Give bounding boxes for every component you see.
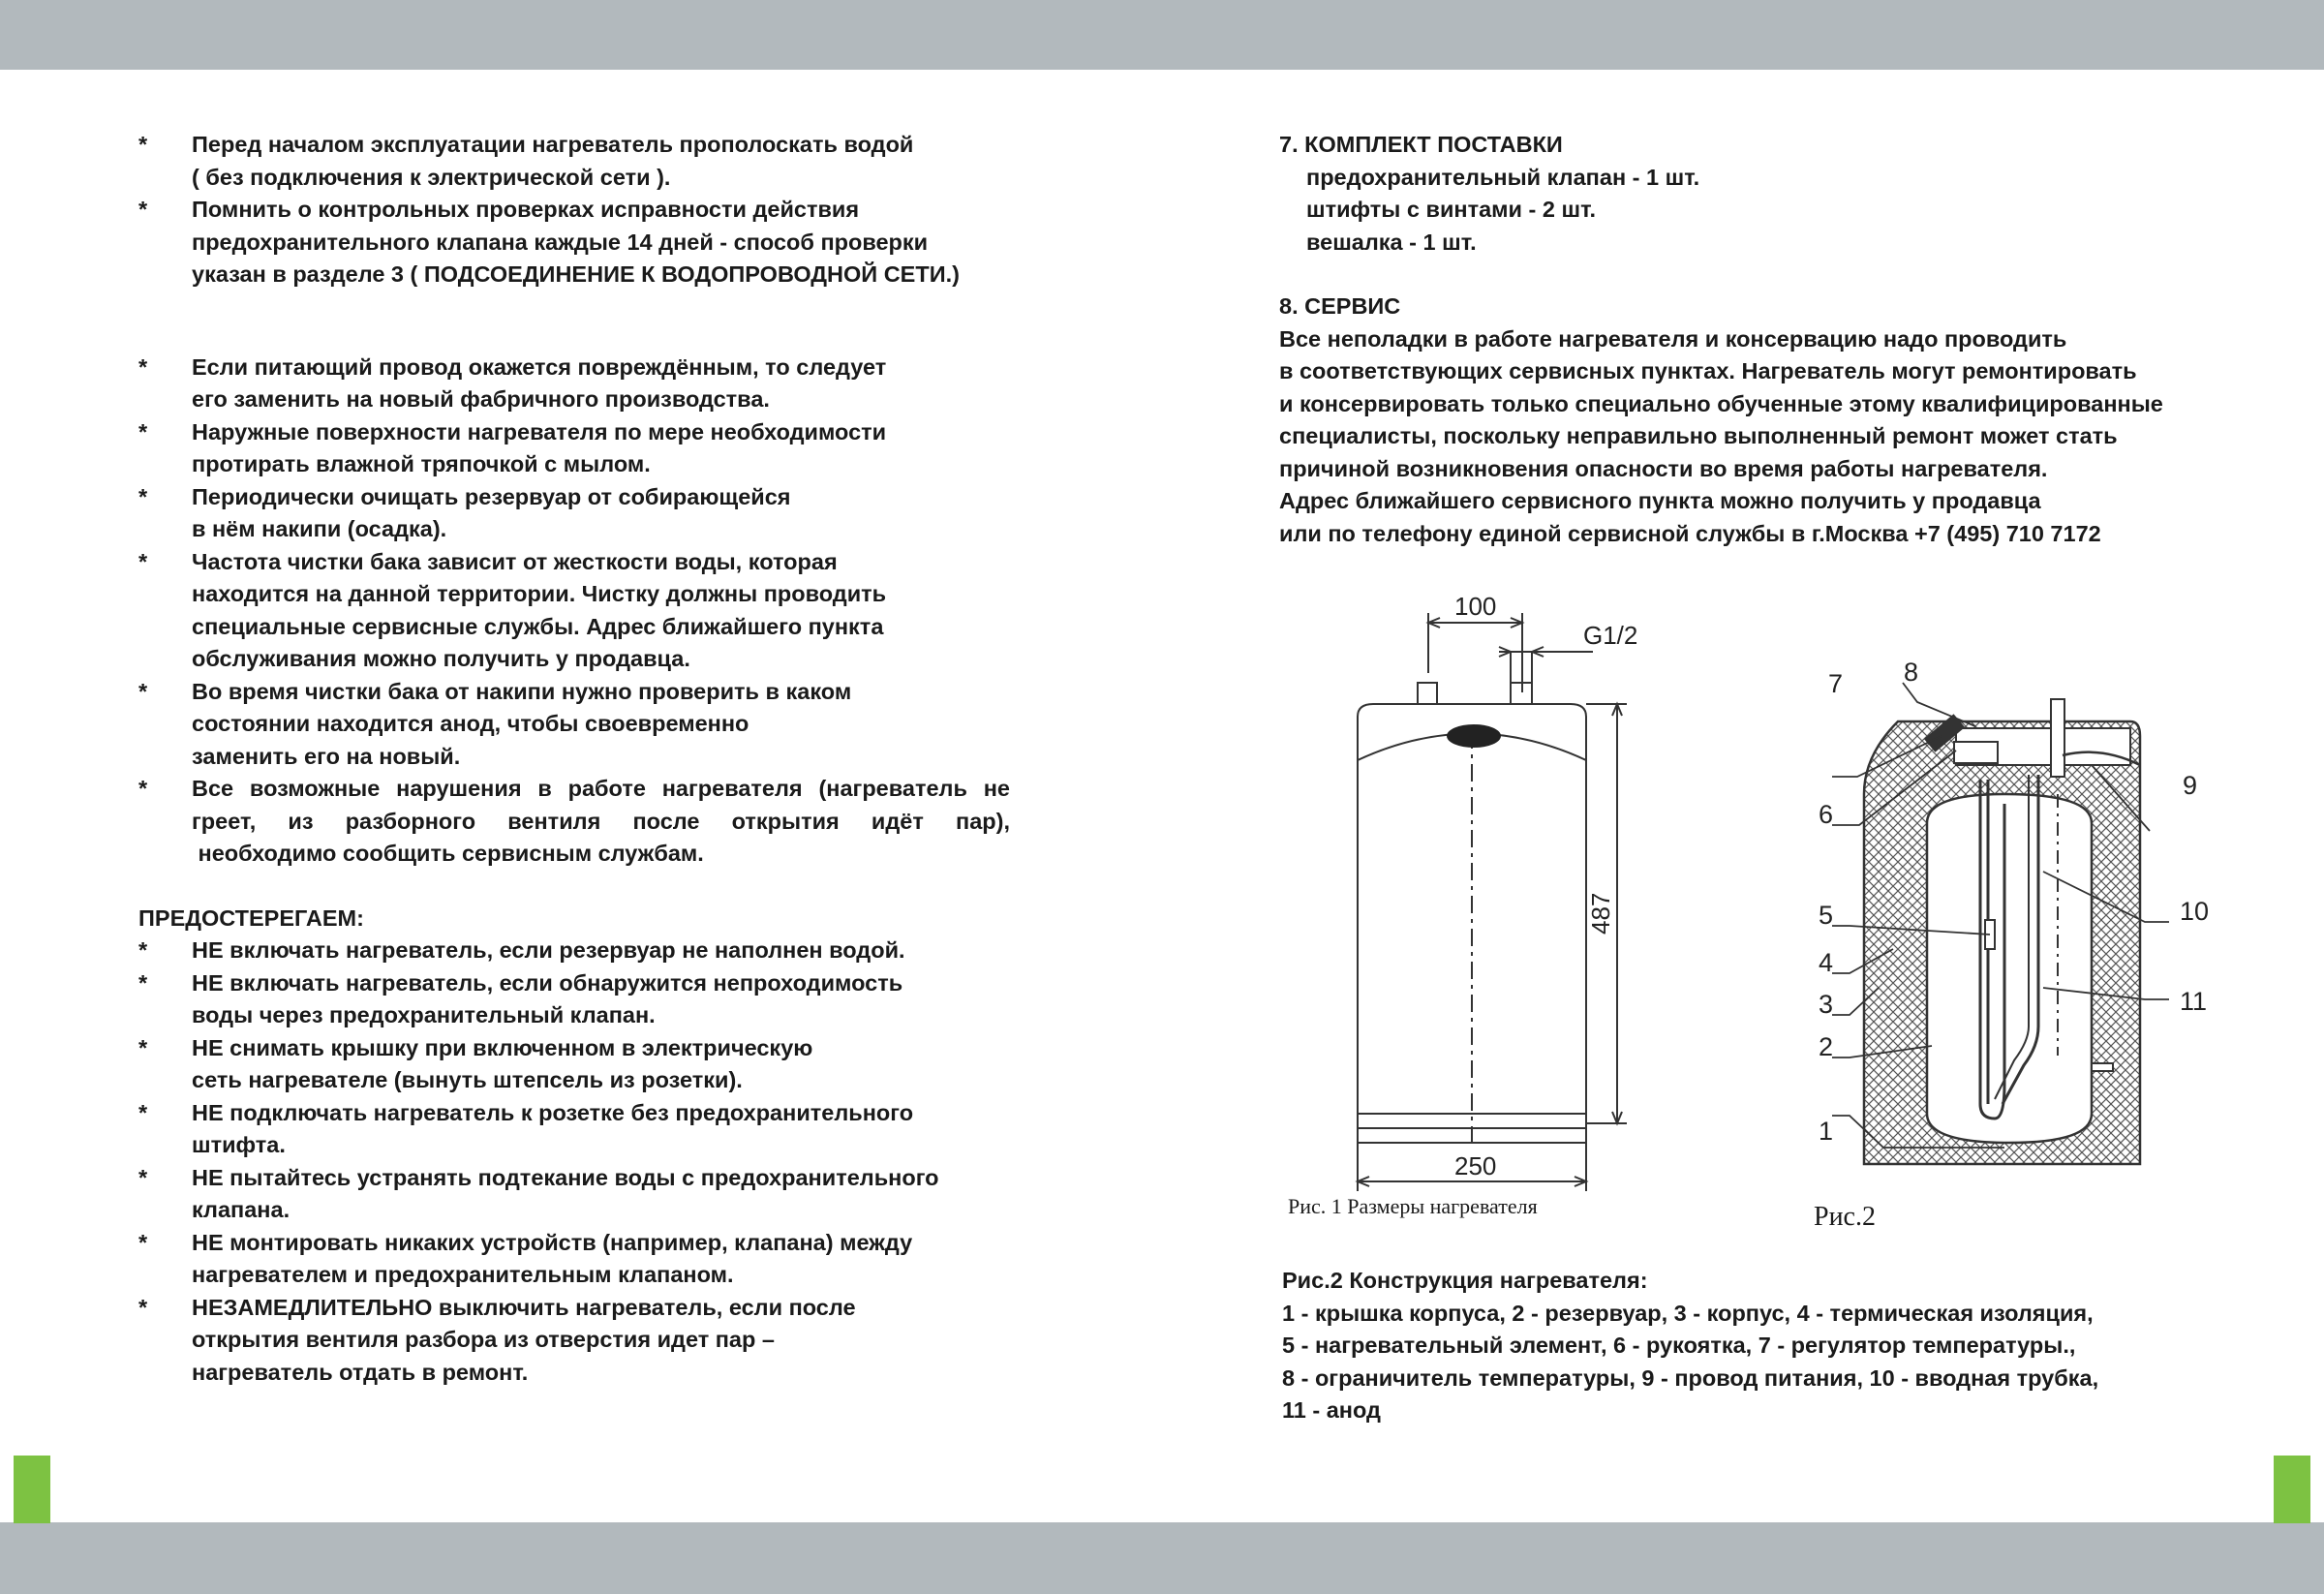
list-item (138, 967, 1010, 1032)
list-item-text: Периодически очищать резервуар от собирающейся в нём накипи (осадка). (192, 483, 791, 541)
warnings-heading: ПРЕДОСТЕРЕГАЕМ: (138, 904, 364, 931)
bullet-icon: * (138, 937, 148, 963)
callout-6: 6 (1819, 800, 1834, 829)
right-column (1279, 129, 2209, 550)
figure-2-caption: Рис.2 (1814, 1202, 1876, 1232)
list-item-text: Во время чистки бака от накипи нужно проверить в каком состоянии находится анод, чтобы своевременно заменить его на новый. (192, 678, 852, 769)
service-text: Все неполадки в работе нагревателя и консервацию надо проводить в соответствующих сервисных пунктах. Нагреватель могут ремонтировать и консервировать только специально обученные этому квалифицированные специалисты, поскольку неправильно выполненный ремонт может стать причиной возникновения опасности во время работы нагревателя. Адрес ближайшего сервисного пункта можно получить у продавца или по телефону единой сервисной службы в г.Москва +7 (495) 710 7172 (1279, 325, 2163, 546)
list-item (138, 676, 1010, 774)
bullet-icon: * (138, 678, 148, 704)
callout-3: 3 (1819, 990, 1834, 1019)
bullet-icon: * (138, 353, 148, 380)
legend-line: 1 - крышка корпуса, 2 - резервуар, 3 - корпус, 4 - термическая изоляция, (1282, 1300, 2094, 1326)
figure-2-legend (1282, 1265, 2250, 1427)
list-item (138, 481, 1010, 546)
list-item (138, 1032, 1010, 1097)
left-column (138, 129, 1010, 1389)
list-item-text: НЕ подключать нагреватель к розетке без предохранительного штифта. (192, 1099, 914, 1157)
figure-2-construction (1811, 658, 2210, 1191)
callout-7: 7 (1828, 669, 1844, 698)
list-item (138, 416, 1010, 481)
list-item-text: НЕ снимать крышку при включенном в электрическую сеть нагревателе (вынуть штепсель из розетки). (192, 1034, 813, 1092)
dim-height-label: 487 (1586, 892, 1615, 935)
kit-list (1279, 162, 2209, 260)
bottom-band (0, 1522, 2324, 1594)
justified-text: Все возможные нарушения в работе нагревателя (нагреватель не греет, из разборного вентиля после открытия идёт пар), (192, 776, 1010, 834)
list-item-text: Частота чистки бака зависит от жесткости воды, которая находится на данной территории. Чистку должны проводить специальные сервисные службы. Адрес ближайшего пункта обслуживания можно получить у продавца. (192, 548, 887, 671)
legend-line: 11 - анод (1282, 1397, 1381, 1423)
list-item-text: НЕ включать нагреватель, если резервуар не наполнен водой. (192, 937, 905, 963)
figure-1-dimensions (1327, 586, 1646, 1196)
callout-8: 8 (1904, 658, 1919, 687)
dim-pipe-label: G1/2 (1583, 621, 1638, 650)
legend-heading: Рис.2 Конструкция нагревателя: (1282, 1268, 1648, 1293)
service-heading: 8. СЕРВИС (1279, 293, 1401, 319)
list-item-text: Наружные поверхности нагревателя по мере необходимости протирать влажной тряпочкой с мылом. (192, 418, 887, 476)
bullet-icon: * (138, 132, 148, 157)
bullet-icon: * (138, 969, 148, 996)
kit-heading: 7. КОМПЛЕКТ ПОСТАВКИ (1279, 132, 1563, 157)
figure-1-caption: Рис. 1 Размеры нагревателя (1288, 1194, 1538, 1218)
list-item (138, 1162, 1010, 1227)
list-item-text: НЕ пытайтесь устранять подтекание воды с предохранительного клапана. (192, 1164, 939, 1222)
list-item (138, 1227, 1010, 1292)
list-item (138, 352, 1010, 416)
bullet-icon: * (138, 1229, 148, 1255)
list-item-text: Перед началом эксплуатации нагреватель прополоскать водой ( без подключения к электрической сети ). (192, 132, 914, 190)
callout-10: 10 (2180, 897, 2210, 926)
list-item-text: Помнить о контрольных проверках исправности действия предохранительного клапана каждые 14 дней - способ проверки указан в разделе 3 ( ПОДСОЕДИНЕНИЕ К ВОДОПРОВОДНОЙ СЕТИ.) (192, 197, 960, 287)
display-window (1447, 724, 1501, 748)
list-item (138, 935, 1010, 967)
bullet-icon: * (138, 1034, 148, 1060)
list-item (138, 1292, 1010, 1390)
bullet-icon: * (138, 1294, 148, 1320)
list-item: * Все возможные нарушения в работе нагревателя (нагреватель не греет, из разборного вентиля после открытия идёт пар), необходимо сообщить сервисным службам. (138, 773, 1010, 871)
callout-11: 11 (2180, 987, 2208, 1016)
list-item (138, 129, 1010, 194)
callout-2: 2 (1819, 1032, 1834, 1061)
warnings-list (138, 935, 1010, 1389)
list-item (138, 1097, 1010, 1162)
dim-top-label: 100 (1454, 592, 1497, 621)
list-item (138, 194, 1010, 291)
kit-item: вешалка - 1 шт. (1306, 229, 1477, 255)
dim-width-label: 250 (1454, 1151, 1497, 1180)
list-item-text: НЕЗАМЕДЛИТЕЛЬНО выключить нагреватель, если после открытия вентиля разбора из отверстия идет пар – нагреватель отдать в ремонт. (192, 1294, 856, 1385)
kit-item: штифты с винтами - 2 шт. (1306, 197, 1597, 222)
justified-text-tail: необходимо сообщить сервисным службам. (192, 841, 704, 866)
callout-9: 9 (2183, 771, 2198, 800)
instructions-group-1 (138, 129, 1010, 291)
callout-5: 5 (1819, 901, 1834, 930)
bullet-icon: * (138, 1099, 148, 1125)
top-band (0, 0, 2324, 70)
legend-line: 5 - нагревательный элемент, 6 - рукоятка, 7 - регулятор температуры., (1282, 1333, 2076, 1358)
kit-item: предохранительный клапан - 1 шт. (1306, 164, 1700, 190)
bullet-icon: * (138, 1164, 148, 1190)
bullet-icon: * (138, 483, 148, 509)
bullet-icon: * (138, 418, 148, 444)
callout-4: 4 (1819, 948, 1834, 977)
bullet-icon: * (138, 197, 148, 222)
bullet-icon: * (138, 548, 148, 574)
list-item (138, 546, 1010, 676)
left-page-tab (14, 1456, 50, 1523)
list-item-text: НЕ включать нагреватель, если обнаружится непроходимость воды через предохранительный клапан. (192, 969, 903, 1027)
callout-1: 1 (1819, 1117, 1834, 1146)
legend-line: 8 - ограничитель температуры, 9 - провод питания, 10 - вводная трубка, (1282, 1364, 2099, 1391)
list-item-text: НЕ монтировать никаких устройств (например, клапана) между нагревателем и предохранительным клапаном. (192, 1229, 913, 1287)
right-page-tab (2274, 1456, 2310, 1523)
list-item-text: Если питающий провод окажется повреждённым, то следует его заменить на новый фабричного производства. (192, 353, 887, 412)
instructions-group-2 (138, 352, 1010, 774)
